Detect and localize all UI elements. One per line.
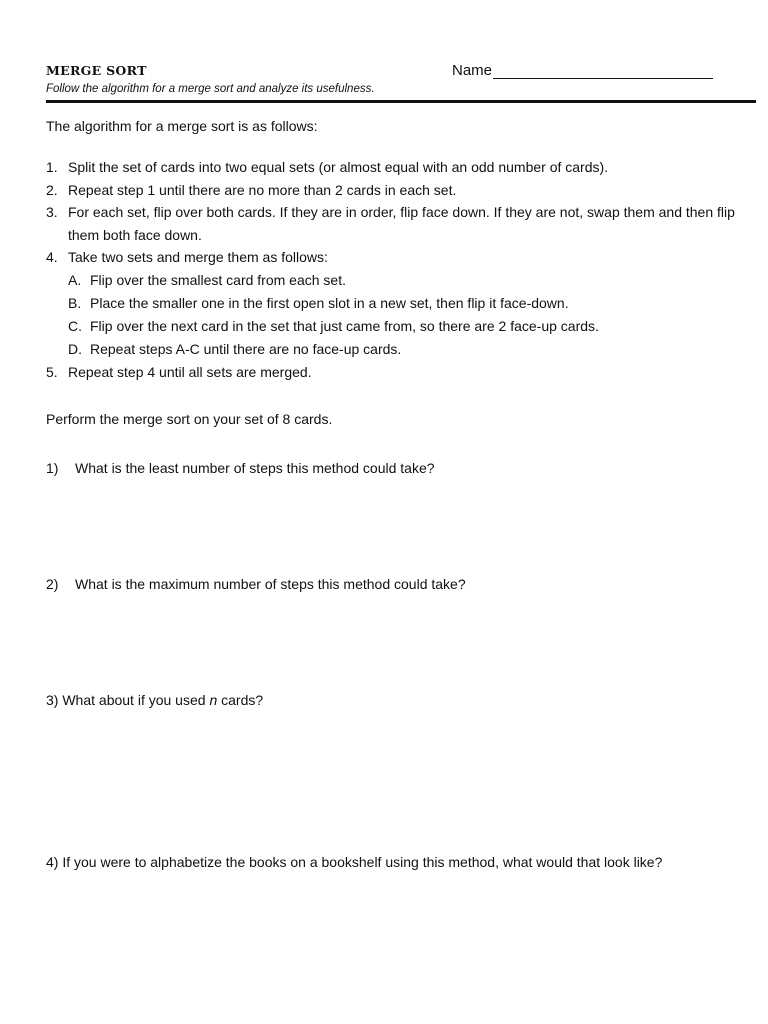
step-item xyxy=(46,361,746,384)
substep-letter: D. xyxy=(68,340,82,357)
step-text: Take two sets and merge them as follows: xyxy=(68,249,328,265)
question-text-end: cards? xyxy=(217,692,264,708)
substep-item xyxy=(68,292,746,315)
question-text: If you were to alphabetize the books on a bookshelf using this method, what would that look like? xyxy=(62,854,663,870)
substep-text: Flip over the smallest card from each set. xyxy=(90,271,346,288)
substep-text: Repeat steps A-C until there are no face-up cards. xyxy=(90,340,402,357)
substep-letter: A. xyxy=(68,271,82,288)
substep-letter: C. xyxy=(68,317,82,334)
worksheet-title: MERGE SORT xyxy=(46,63,147,78)
header-divider xyxy=(46,100,756,103)
substep-item xyxy=(68,269,746,292)
step-item xyxy=(46,246,746,269)
question-2 xyxy=(46,573,726,595)
substep-text: Place the smaller one in the first open slot in a new set, then flip it face-down. xyxy=(90,294,569,311)
step-number: 2. xyxy=(46,181,58,198)
question-number: 1) xyxy=(46,460,59,476)
worksheet-subtitle: Follow the algorithm for a merge sort and analyze its usefulness. xyxy=(46,83,375,95)
merge-substeps xyxy=(46,269,746,361)
question-text: What is the least number of steps this method could take? xyxy=(75,460,435,476)
question-1 xyxy=(46,457,726,479)
step-number: 1. xyxy=(46,159,58,175)
step-number: 3. xyxy=(46,204,58,220)
name-field[interactable] xyxy=(452,62,713,79)
substep-letter: B. xyxy=(68,294,82,311)
substep-item xyxy=(68,338,746,361)
perform-instruction: Perform the merge sort on your set of 8 cards. xyxy=(46,411,333,427)
step-item xyxy=(46,156,746,179)
question-text: What is the maximum number of steps this method could take? xyxy=(75,576,466,592)
step-text: Split the set of cards into two equal sets (or almost equal with an odd number of cards). xyxy=(68,159,609,175)
question-4 xyxy=(46,851,726,873)
step-item xyxy=(46,179,746,202)
name-blank-line[interactable] xyxy=(493,63,713,79)
substep-item xyxy=(68,315,746,338)
question-number: 4) xyxy=(46,854,59,870)
question-3 xyxy=(46,689,726,711)
question-variable: n xyxy=(209,692,218,708)
step-text: Repeat step 1 until there are no more than 2 cards in each set. xyxy=(68,181,457,198)
algorithm-intro: The algorithm for a merge sort is as follows: xyxy=(46,118,318,134)
step-number: 4. xyxy=(46,249,58,265)
substep-text: Flip over the next card in the set that just came from, so there are 2 face-up cards. xyxy=(90,317,599,334)
step-number: 5. xyxy=(46,363,58,380)
question-number: 3) xyxy=(46,692,59,708)
algorithm-steps xyxy=(46,156,746,383)
question-text: What about if you used xyxy=(62,692,210,708)
step-item xyxy=(46,201,746,246)
step-text: For each set, flip over both cards. If they are in order, flip face down. If they are not, swap them and then flip them both face down. xyxy=(68,204,735,243)
name-label: Name xyxy=(452,62,493,79)
step-text: Repeat step 4 until all sets are merged. xyxy=(68,363,312,380)
question-number: 2) xyxy=(46,576,59,592)
substeps-container xyxy=(46,269,746,361)
